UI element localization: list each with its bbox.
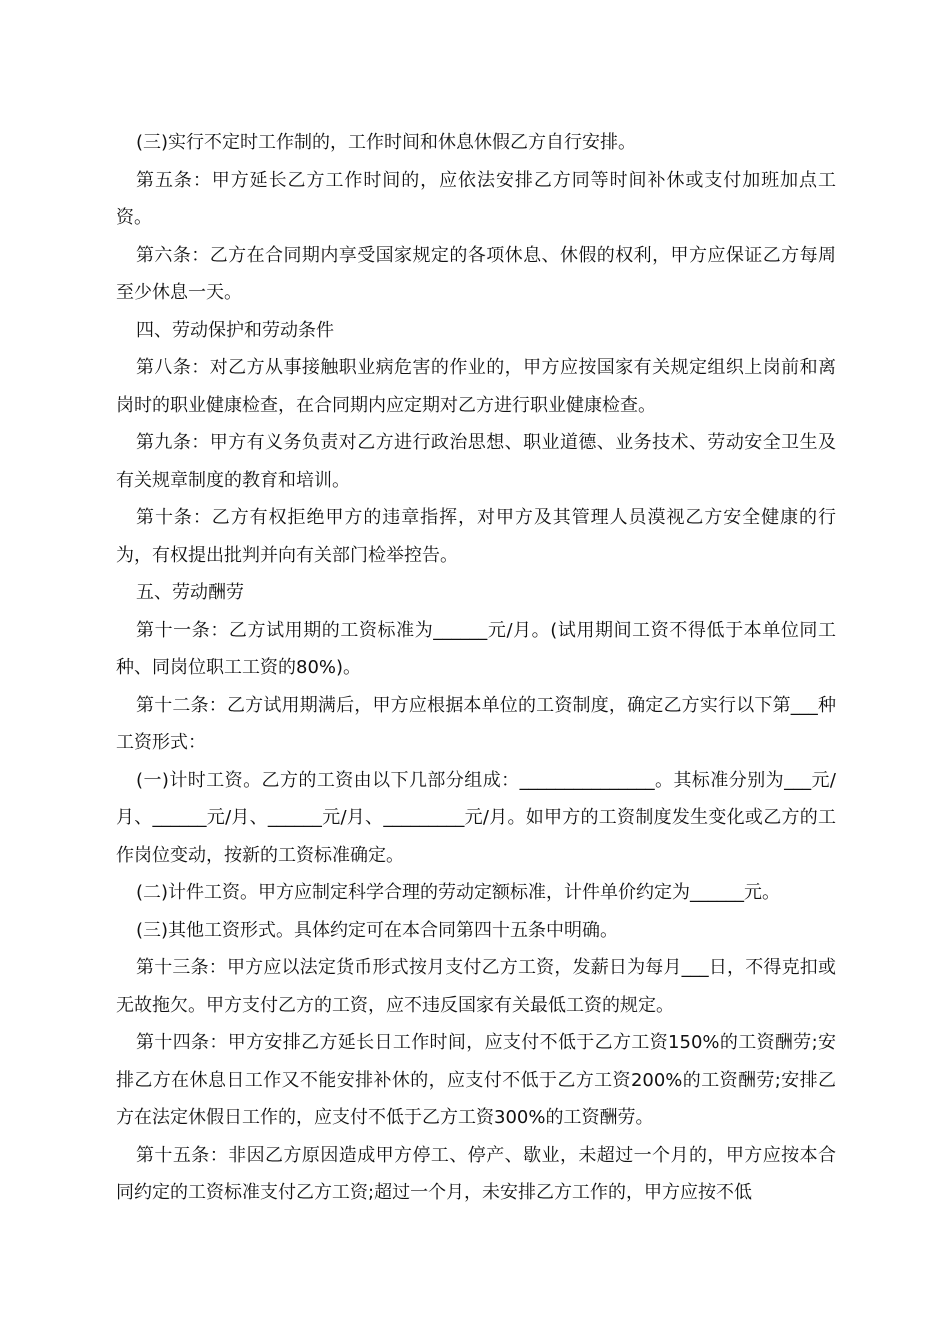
clause-3-irregular-hours: (三)实行不定时工作制的，工作时间和休息休假乙方自行安排。 <box>136 132 637 153</box>
article-12: 第十二条：乙方试用期满后，甲方应根据本单位的工资制度，确定乙方实行以下第___种工资形式： <box>116 694 836 753</box>
section-heading-labor-protection: 四、劳动保护和劳动条件 <box>136 319 334 341</box>
article-14: 第十四条：甲方安排乙方延长日工作时间，应支付不低于乙方工资150%的工资酬劳;安排乙方在休息日工作又不能安排补休的，应支付不低于乙方工资200%的工资酬劳;安排乙方在法定休假日工作的，应支付不低于乙方工资300%的工资酬劳。 <box>116 1032 836 1128</box>
article-5: 第五条：甲方延长乙方工作时间的，应依法安排乙方同等时间补休或支付加班加点工资。 <box>116 169 836 228</box>
section-heading-labor-remuneration: 五、劳动酬劳 <box>136 582 244 603</box>
article-13: 第十三条：甲方应以法定货币形式按月支付乙方工资，发薪日为每月___日，不得克扣或无故拖欠。甲方支付乙方的工资，应不违反国家有关最低工资的规定。 <box>116 957 836 1016</box>
clause-3-other-wage: (三)其他工资形式。具体约定可在本合同第四十五条中明确。 <box>136 919 619 941</box>
document-body <box>116 124 836 1212</box>
article-9: 第九条：甲方有义务负责对乙方进行政治思想、职业道德、业务技术、劳动安全卫生及有关规章制度的教育和培训。 <box>116 432 836 491</box>
clause-2-piece-wage: (二)计件工资。甲方应制定科学合理的劳动定额标准，计件单价约定为______元。 <box>136 882 781 903</box>
article-15: 第十五条：非因乙方原因造成甲方停工、停产、歇业，未超过一个月的，甲方应按本合同约定的工资标准支付乙方工资;超过一个月，未安排乙方工作的，甲方应按不低 <box>116 1144 836 1203</box>
article-8: 第八条：对乙方从事接触职业病危害的作业的，甲方应按国家有关规定组织上岗前和离岗时的职业健康检查，在合同期内应定期对乙方进行职业健康检查。 <box>116 357 836 416</box>
clause-1-time-wage: (一)计时工资。乙方的工资由以下几部分组成：_______________。其标准分别为___元/月、______元/月、______元/月、_________元/月。如甲方的工资制度发生变化或乙方的工作岗位变动，按新的工资标准确定。 <box>116 769 836 866</box>
article-6: 第六条：乙方在合同期内享受国家规定的各项休息、休假的权利，甲方应保证乙方每周至少休息一天。 <box>116 244 836 303</box>
article-10: 第十条：乙方有权拒绝甲方的违章指挥，对甲方及其管理人员漠视乙方安全健康的行为，有权提出批判并向有关部门检举控告。 <box>116 507 836 566</box>
article-11: 第十一条：乙方试用期的工资标准为______元/月。(试用期间工资不得低于本单位同工种、同岗位职工工资的80%)。 <box>116 619 836 678</box>
